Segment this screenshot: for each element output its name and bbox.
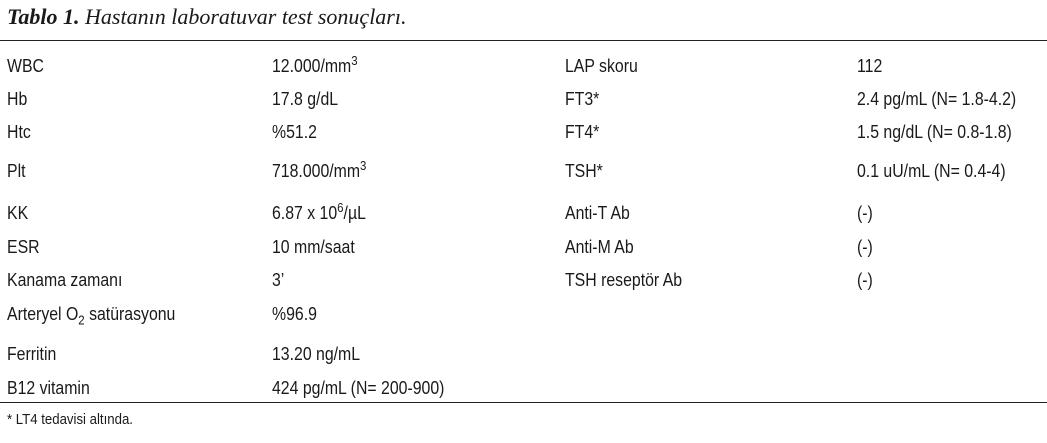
table-footnote: * LT4 tedavisi altında. — [7, 411, 133, 428]
value-superscript: 6 — [337, 200, 344, 215]
left-value-b12: 424 pg/mL (N= 200-900) — [272, 378, 445, 398]
right-name-ft4: FT4* — [565, 122, 600, 142]
right-value-tsh-reseptor: (-) — [857, 270, 873, 290]
right-name-anti-m: Anti-M Ab — [565, 237, 634, 257]
left-name-kanama: Kanama zamanı — [7, 270, 123, 290]
value-superscript: 3 — [351, 53, 358, 68]
left-name-hb: Hb — [7, 89, 28, 109]
left-value-arteryel: %96.9 — [272, 304, 317, 324]
left-name-b12: B12 vitamin — [7, 378, 90, 398]
name-subscript: 2 — [78, 312, 85, 328]
table-caption — [7, 3, 406, 31]
left-value-wbc: $12.000/mm^3$ — [272, 53, 358, 76]
left-name-wbc: WBC — [7, 56, 44, 76]
right-value-ft4: 1.5 ng/dL (N= 0.8-1.8) — [857, 122, 1012, 142]
left-name-ferritin: Ferritin — [7, 344, 57, 364]
caption-label: Tablo 1. — [7, 4, 80, 29]
right-value-anti-m: (-) — [857, 237, 873, 257]
caption-text: Hastanın laboratuvar test sonuçları. — [79, 4, 407, 29]
table-bottom-rule — [0, 402, 1047, 403]
right-name-lap: LAP skoru — [565, 56, 638, 76]
left-value-ferritin: 13.20 ng/mL — [272, 344, 361, 364]
left-name-kk: KK — [7, 203, 29, 223]
left-name-htc: Htc — [7, 122, 31, 142]
left-value-esr: 10 mm/saat — [272, 237, 355, 257]
right-name-anti-t: Anti-T Ab — [565, 203, 630, 223]
left-name-esr: ESR — [7, 237, 40, 257]
right-name-tsh: TSH* — [565, 161, 603, 181]
right-value-lap: 112 — [857, 56, 883, 76]
table-top-rule — [0, 40, 1047, 41]
left-value-kanama: 3’ — [272, 270, 285, 290]
right-value-ft3: 2.4 pg/mL (N= 1.8-4.2) — [857, 89, 1017, 109]
left-name-arteryel: Arteryel $O_2$ satürasyonu — [7, 304, 176, 328]
right-value-tsh: 0.1 uU/mL (N= 0.4-4) — [857, 161, 1006, 181]
right-name-tsh-reseptor: TSH reseptör Ab — [565, 270, 683, 290]
left-value-htc: %51.2 — [272, 122, 317, 142]
right-value-anti-t: (-) — [857, 203, 873, 223]
right-name-ft3: FT3* — [565, 89, 600, 109]
left-value-hb: 17.8 g/dL — [272, 89, 339, 109]
left-name-plt: Plt — [7, 161, 26, 181]
left-value-plt: $718.000/mm^3$ — [272, 158, 367, 181]
value-superscript: 3 — [360, 158, 367, 173]
left-value-kk: 6.87 x $10^6/\mu L$ — [272, 200, 366, 223]
